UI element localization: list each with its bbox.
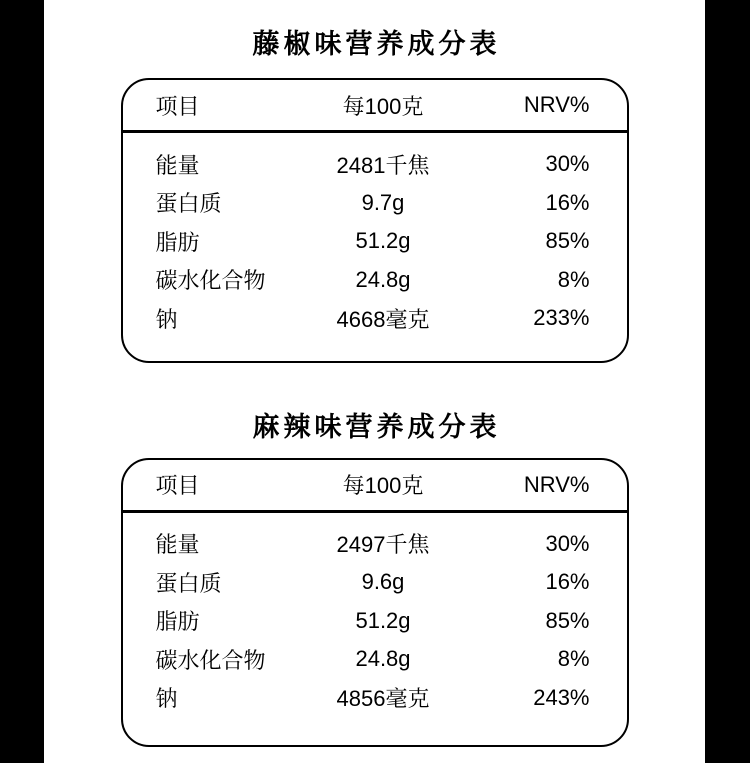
header-item-cell: 项目 (155, 93, 200, 119)
nrv-cell: 85% (545, 607, 590, 633)
section-title-tengjiao: 藤椒味营养成分表 (252, 29, 501, 59)
header-nrv-cell: NRV% (523, 471, 590, 497)
amount-cell: 4668毫克 (336, 306, 430, 332)
table-row-energy (123, 145, 627, 184)
item-cell: 碳水化合物 (155, 268, 266, 294)
header-item-cell: 项目 (155, 473, 200, 498)
header-amount-cell: 每100克 (342, 473, 424, 498)
table-row-sodium (123, 299, 627, 338)
table-header-row (123, 80, 627, 133)
amount-cell: 2497千焦 (336, 532, 430, 558)
table-row-energy (123, 525, 627, 564)
section-title-mala: 麻辣味营养成分表 (252, 411, 501, 442)
nrv-cell: 8% (557, 646, 590, 672)
item-cell: 钠 (155, 306, 178, 332)
nrv-cell: 16% (545, 189, 590, 215)
table-body (123, 513, 627, 746)
table-row-carbohydrate (123, 640, 627, 679)
item-cell: 能量 (155, 532, 200, 558)
item-cell: 脂肪 (155, 229, 200, 255)
header-nrv-cell: NRV% (523, 92, 590, 117)
amount-cell: 4856毫克 (336, 686, 430, 712)
nrv-cell: 243% (533, 684, 590, 710)
amount-cell: 9.7g (361, 189, 405, 215)
nutrition-table-tengjiao (121, 78, 629, 363)
table-row-protein (123, 563, 627, 602)
amount-cell: 51.2g (355, 228, 411, 254)
nrv-cell: 30% (545, 151, 590, 177)
nrv-cell: 30% (545, 530, 590, 556)
nrv-cell: 8% (557, 266, 590, 292)
table-row-protein (123, 184, 627, 223)
amount-cell: 2481千焦 (336, 152, 430, 178)
table-row-carbohydrate (123, 261, 627, 300)
section-tengjiao-flavor (44, 0, 705, 363)
section-mala-flavor (44, 363, 705, 748)
content-panel (44, 0, 705, 763)
item-cell: 碳水化合物 (155, 647, 266, 673)
table-row-fat (123, 602, 627, 641)
table-body (123, 133, 627, 361)
nrv-cell: 16% (545, 569, 590, 595)
item-cell: 蛋白质 (155, 570, 222, 596)
table-header-row (123, 460, 627, 513)
nrv-cell: 233% (533, 305, 590, 331)
header-amount-cell: 每100克 (342, 93, 424, 119)
nutrition-table-mala (121, 458, 629, 748)
amount-cell: 24.8g (355, 646, 411, 672)
nrv-cell: 85% (545, 228, 590, 254)
table-row-fat (123, 222, 627, 261)
amount-cell: 9.6g (361, 569, 405, 595)
item-cell: 能量 (155, 152, 200, 178)
amount-cell: 24.8g (355, 266, 411, 292)
item-cell: 钠 (155, 686, 178, 712)
table-row-sodium (123, 679, 627, 718)
item-cell: 脂肪 (155, 609, 200, 635)
amount-cell: 51.2g (355, 607, 411, 633)
item-cell: 蛋白质 (155, 191, 222, 217)
